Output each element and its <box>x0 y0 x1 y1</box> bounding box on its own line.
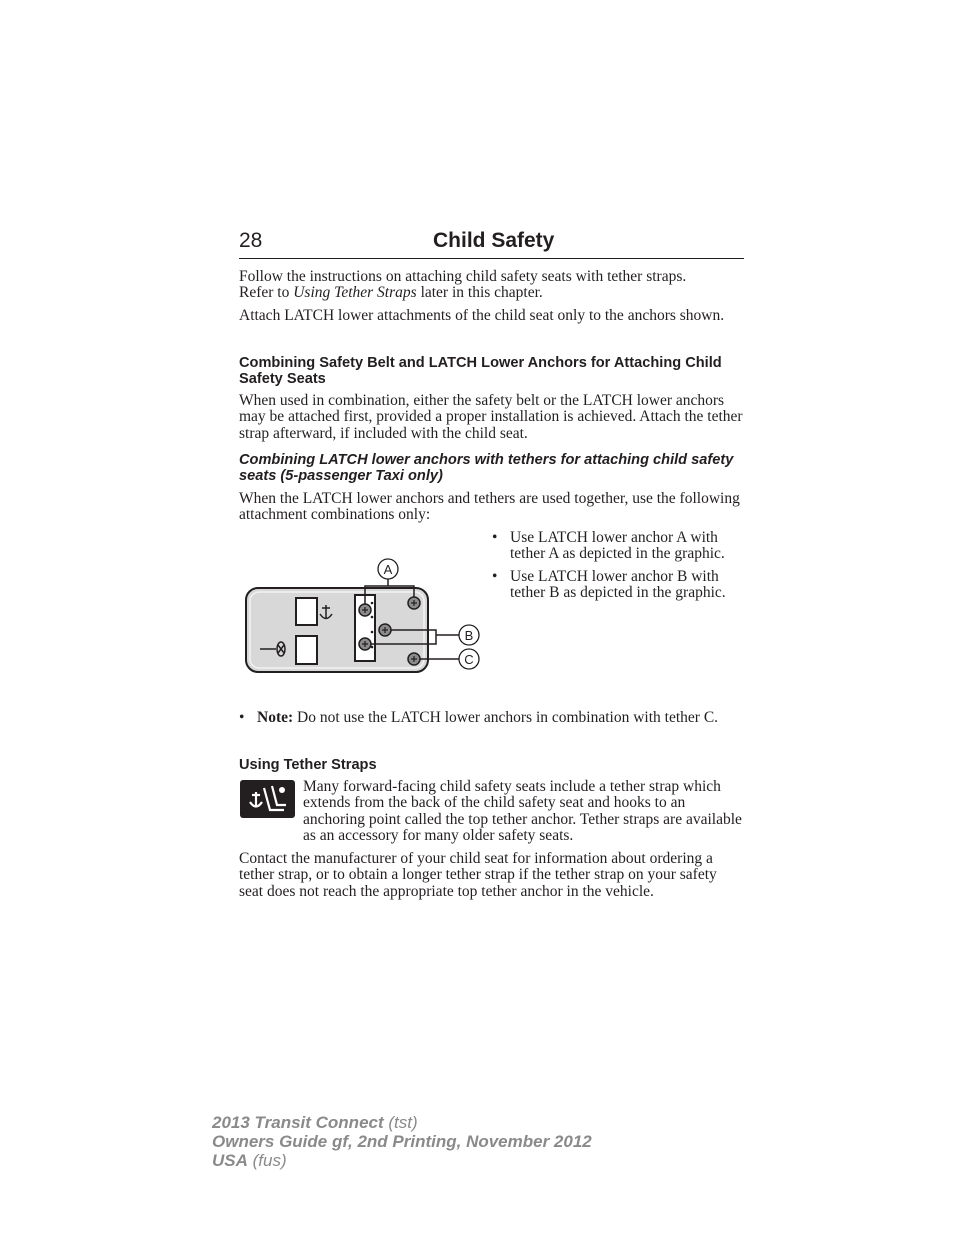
icon-spacer <box>239 779 303 829</box>
tether-paragraph-1 <box>239 779 744 845</box>
note-body: Do not use the LATCH lower anchors in combination with tether C. <box>293 709 719 726</box>
seat-button-lower <box>296 636 317 664</box>
tether-anchor-c <box>408 653 420 665</box>
intro-after: later in this chapter. <box>416 284 543 302</box>
section-heading-safety-belt-latch: Combining Safety Belt and LATCH Lower Anchors for Attaching Child Safety Seats <box>239 355 722 388</box>
bullet-dot: • <box>239 709 245 726</box>
tether-anchor-b <box>379 624 391 636</box>
list-item <box>492 530 744 563</box>
cross-reference: Using Tether Straps <box>293 284 417 302</box>
list-item-text: Use LATCH lower anchor A with tether A as depicted in the graphic. <box>510 529 725 563</box>
footer-edition: Owners Guide gf, 2nd Printing, November 2012 <box>212 1132 592 1151</box>
footer-market: USA <box>212 1151 248 1170</box>
note-label: Note: <box>257 709 294 726</box>
list-item-text: Use LATCH lower anchor B with tether B as depicted in the graphic. <box>510 567 726 602</box>
intro-text: Follow the instructions on attaching child safety seats with tether straps. <box>239 268 687 285</box>
tether-paragraph-2: Contact the manufacturer of your child seat for information about ordering a tether strap, or to obtain a longer tether strap if the tether strap on your safety seat does not reach the appropriate top tether anchor in the vehicle. <box>239 850 717 900</box>
page-number: 28 <box>239 229 263 252</box>
section-body-safety-belt-latch: When used in combination, either the safety belt or the LATCH lower anchors may be attached first, provided a proper installation is achieved. Attach the tether strap afterward, if included with the child seat. <box>239 392 743 442</box>
intro-refer: Refer to <box>239 284 294 302</box>
footer <box>212 1113 592 1170</box>
combination-list <box>492 530 744 602</box>
section-body-latch-tethers: When the LATCH lower anchors and tethers are used together, use the following attachment combinations only: <box>239 490 740 524</box>
intro-paragraph-1 <box>239 269 749 302</box>
seat-button-upper <box>296 598 317 625</box>
callout-a-label: A <box>383 562 393 577</box>
lower-anchor-a <box>359 604 371 616</box>
note-text <box>257 710 719 726</box>
bullet-dot: • <box>492 567 498 585</box>
tether-anchor-a <box>408 597 420 609</box>
section-heading-tether-straps: Using Tether Straps <box>239 757 377 773</box>
footer-model-code: (tst) <box>383 1113 418 1132</box>
section-heading-latch-tethers: Combining LATCH lower anchors with tethers for attaching child safety seats (5-passenger Taxi only) <box>239 452 734 485</box>
chapter-title: Child Safety <box>433 229 555 252</box>
lower-anchor-b <box>359 638 371 650</box>
header-rule <box>239 258 744 259</box>
tether-text-1: Many forward-facing child safety seats include a tether strap which extends from the back of the child safety seat and hooks to an anchoring point called the top tether anchor. Tether straps are available as an accessory for many older safety seats. <box>303 778 742 845</box>
footer-market-code: (fus) <box>247 1151 287 1170</box>
callout-c-label: C <box>464 652 474 667</box>
note-item <box>239 710 719 726</box>
intro-paragraph-2: Attach LATCH lower attachments of the child seat only to the anchors shown. <box>239 307 725 324</box>
footer-model: 2013 Transit Connect <box>212 1113 384 1132</box>
list-item <box>492 569 744 602</box>
latch-anchor-diagram <box>240 555 490 680</box>
callout-b-label: B <box>464 628 474 643</box>
bullet-dot: • <box>492 529 498 546</box>
